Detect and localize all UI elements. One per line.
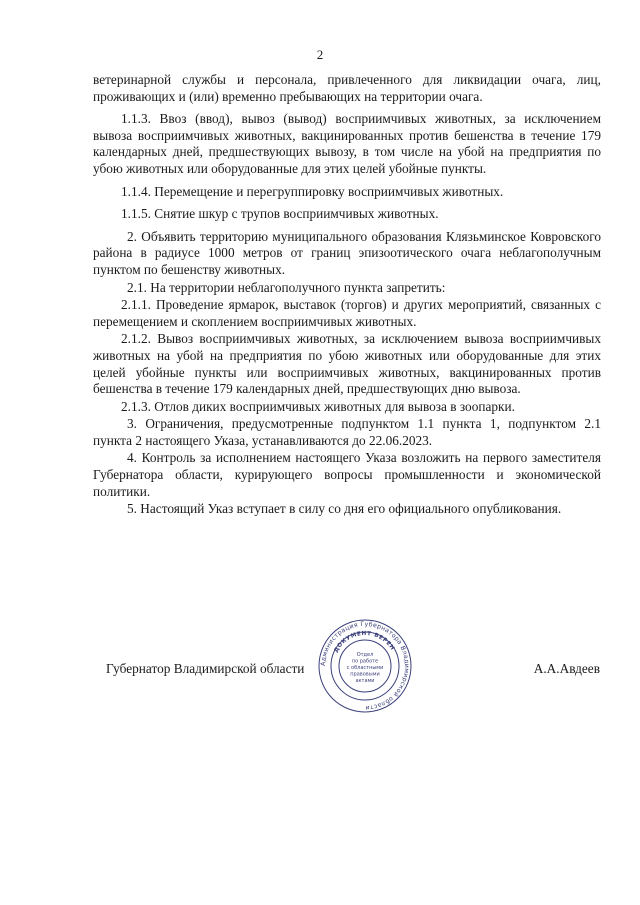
stamp-center-line-2: по работе <box>351 658 379 665</box>
document-body <box>93 72 601 519</box>
signatory-name: А.А.Авдеев <box>533 661 600 676</box>
paragraph-2-1: 2.1. На территории неблагополучного пункта запретить: <box>127 279 446 295</box>
stamp-center-line-1: Отдел <box>356 652 374 658</box>
paragraph-2-1-1: 2.1.1. Проведение ярмарок, выставок (торгов) и других мероприятий, связанных с перемещением и скоплением восприимчивых животных. <box>93 297 601 329</box>
paragraph-4: 4. Контроль за исполнением настоящего Указа возложить на первого заместителя Губернатора области, курирующего вопросы промышленности и экономической политики. <box>93 450 601 499</box>
stamp-outer-text: Администрация Губернатора Владимирской области <box>319 620 411 712</box>
paragraph-2: 2. Объявить территорию муниципального образования Клязьминское Ковровского района в радиусе 1000 метров от границ эпизоотического очага неблагополучным пунктом по бешенству животных. <box>93 228 601 277</box>
paragraph-1-1-4: 1.1.4. Перемещение и перегруппировку восприимчивых животных. <box>121 183 504 199</box>
paragraph-continuation: ветеринарной службы и персонала, привлеченного для ликвидации очага, лиц, проживающих и (или) временно пребывающих на территории очага. <box>93 72 601 104</box>
page-number: 2 <box>316 47 324 62</box>
paragraph-1-1-3: 1.1.3. Ввоз (ввод), вывоз (вывод) восприимчивых животных, за исключением вывоза восприимчивых животных, вакцинированных против бешенства в течение 179 календарных дней, предшествующих вывозу, в том числе на убой на предприятия по убою животных или оборудованные для этих целей убойные пункты. <box>93 111 601 176</box>
stamp-center-line-4: правовыми <box>350 671 380 678</box>
stamp-inner-text: ДОКУМЕНТ ВЕРЕН <box>333 630 396 654</box>
paragraph-3: 3. Ограничения, предусмотренные подпунктом 1.1 пункта 1, подпунктом 2.1 пункта 2 настоящего Указа, устанавливаются до 22.06.2023. <box>93 416 601 448</box>
stamp-center-line-3: с областными <box>346 665 384 671</box>
signatory-title: Губернатор Владимирской области <box>106 661 305 676</box>
paragraph-5: 5. Настоящий Указ вступает в силу со дня его официального опубликования. <box>127 501 562 517</box>
official-stamp <box>317 618 413 714</box>
stamp-center-line-5: актами <box>355 678 375 684</box>
paragraph-2-1-2: 2.1.2. Вывоз восприимчивых животных, за исключением вывоза восприимчивых животных на убой на предприятия по убою животных или оборудованные для этих целей убойные пункты или восприимчивых животных, вакцинированных против бешенства в течение 179 календарных дней, предшествующих дню вывоза. <box>93 331 601 397</box>
paragraph-1-1-5: 1.1.5. Снятие шкур с трупов восприимчивых животных. <box>121 206 439 222</box>
paragraph-2-1-3: 2.1.3. Отлов диких восприимчивых животных для вывоза в зоопарки. <box>121 398 515 414</box>
